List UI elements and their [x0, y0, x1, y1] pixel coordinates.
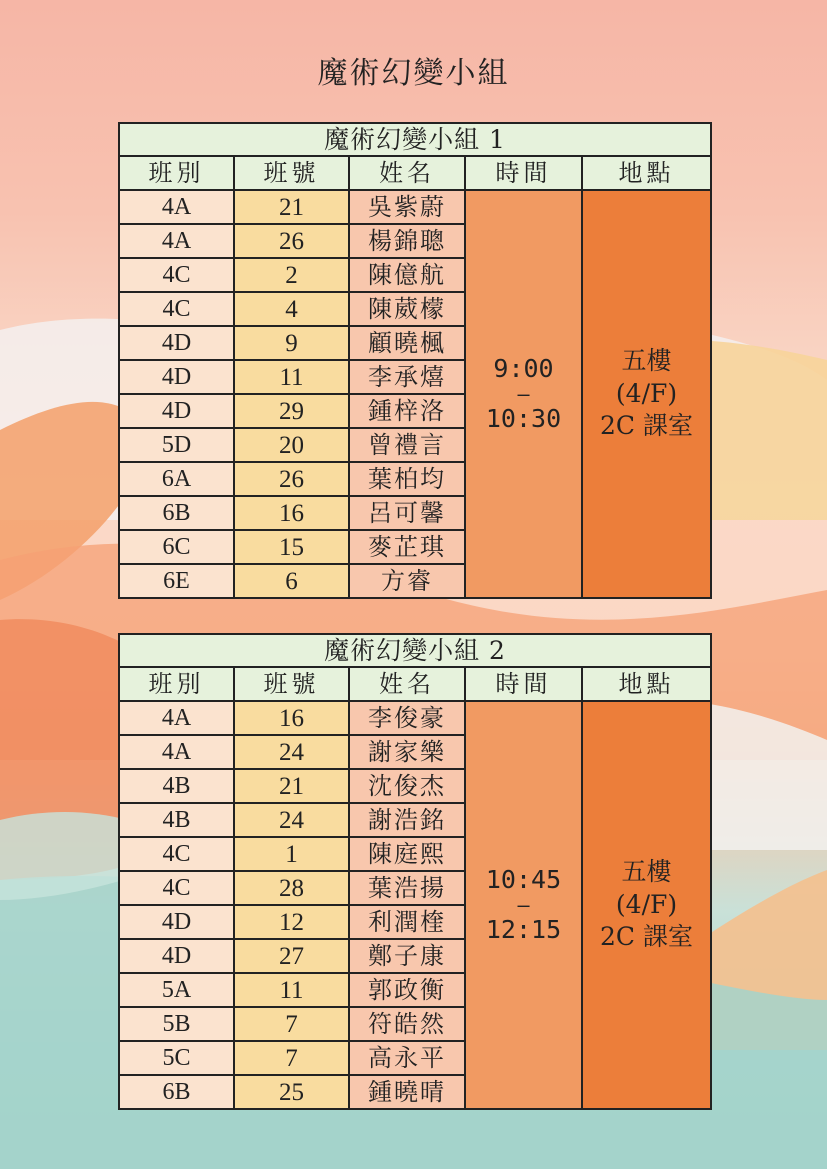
cell-class: 5D [119, 428, 234, 462]
header-time: 時間 [465, 156, 582, 190]
cell-name: 葉柏均 [349, 462, 465, 496]
header-place: 地點 [582, 156, 711, 190]
cell-number: 25 [234, 1075, 349, 1109]
header-number: 班號 [234, 667, 349, 701]
cell-number: 27 [234, 939, 349, 973]
cell-class: 4A [119, 224, 234, 258]
cell-name: 謝浩銘 [349, 803, 465, 837]
cell-number: 11 [234, 360, 349, 394]
cell-name: 鄭子康 [349, 939, 465, 973]
cell-name: 葉浩揚 [349, 871, 465, 905]
cell-number: 20 [234, 428, 349, 462]
cell-number: 28 [234, 871, 349, 905]
group-table-1 [118, 122, 712, 599]
cell-name: 陳庭熙 [349, 837, 465, 871]
cell-name: 謝家樂 [349, 735, 465, 769]
cell-name: 曾禮言 [349, 428, 465, 462]
cell-number: 24 [234, 803, 349, 837]
cell-class: 4B [119, 769, 234, 803]
table-row [119, 190, 711, 224]
cell-class: 4C [119, 871, 234, 905]
time-dash: – [517, 382, 530, 406]
cell-name: 沈俊杰 [349, 769, 465, 803]
cell-class: 6C [119, 530, 234, 564]
cell-time [465, 701, 582, 1109]
cell-name: 郭政衡 [349, 973, 465, 1007]
place-line-1: 五樓 [621, 346, 672, 376]
header-number: 班號 [234, 156, 349, 190]
cell-class: 4D [119, 905, 234, 939]
place-line-3: 2C 課室 [600, 922, 693, 952]
place-line-2: (4/F) [615, 889, 678, 919]
cell-name: 李俊豪 [349, 701, 465, 735]
cell-class: 5C [119, 1041, 234, 1075]
place-line-1: 五樓 [621, 857, 672, 887]
cell-class: 6B [119, 1075, 234, 1109]
header-class: 班別 [119, 156, 234, 190]
cell-name: 鍾梓洛 [349, 394, 465, 428]
cell-name: 陳葳檬 [349, 292, 465, 326]
cell-name: 楊錦聰 [349, 224, 465, 258]
cell-class: 4D [119, 326, 234, 360]
cell-class: 4C [119, 292, 234, 326]
cell-name: 陳億航 [349, 258, 465, 292]
cell-name: 高永平 [349, 1041, 465, 1075]
cell-class: 4A [119, 190, 234, 224]
group-caption: 魔術幻變小組 2 [119, 634, 711, 667]
cell-number: 21 [234, 190, 349, 224]
cell-number: 16 [234, 701, 349, 735]
cell-number: 4 [234, 292, 349, 326]
page-title: 魔術幻變小組 [317, 56, 510, 91]
cell-class: 4A [119, 701, 234, 735]
cell-name: 方睿 [349, 564, 465, 598]
time-end: 10:30 [485, 404, 562, 433]
cell-number: 12 [234, 905, 349, 939]
header-class: 班別 [119, 667, 234, 701]
cell-number: 2 [234, 258, 349, 292]
cell-number: 24 [234, 735, 349, 769]
time-start: 9:00 [493, 353, 554, 383]
time-end: 12:15 [485, 915, 562, 944]
cell-class: 4A [119, 735, 234, 769]
cell-class: 6B [119, 496, 234, 530]
header-name: 姓名 [349, 667, 465, 701]
cell-place [582, 701, 711, 1109]
cell-time [465, 190, 582, 598]
cell-number: 16 [234, 496, 349, 530]
cell-class: 4B [119, 803, 234, 837]
cell-class: 4C [119, 258, 234, 292]
cell-class: 4C [119, 837, 234, 871]
header-place: 地點 [582, 667, 711, 701]
time-start: 10:45 [485, 864, 562, 894]
cell-number: 26 [234, 462, 349, 496]
cell-number: 15 [234, 530, 349, 564]
cell-number: 7 [234, 1007, 349, 1041]
cell-number: 29 [234, 394, 349, 428]
place-line-3: 2C 課室 [600, 411, 693, 441]
cell-number: 26 [234, 224, 349, 258]
cell-class: 4D [119, 939, 234, 973]
cell-name: 吳紫蔚 [349, 190, 465, 224]
cell-number: 7 [234, 1041, 349, 1075]
cell-name: 利潤楏 [349, 905, 465, 939]
cell-class: 5A [119, 973, 234, 1007]
cell-name: 顧曉楓 [349, 326, 465, 360]
cell-class: 6A [119, 462, 234, 496]
cell-name: 鍾曉晴 [349, 1075, 465, 1109]
cell-place [582, 190, 711, 598]
cell-number: 1 [234, 837, 349, 871]
cell-number: 11 [234, 973, 349, 1007]
group-caption: 魔術幻變小組 1 [119, 123, 711, 156]
header-name: 姓名 [349, 156, 465, 190]
cell-class: 5B [119, 1007, 234, 1041]
cell-class: 4D [119, 394, 234, 428]
table-row [119, 701, 711, 735]
cell-name: 符皓然 [349, 1007, 465, 1041]
cell-name: 麥芷琪 [349, 530, 465, 564]
header-time: 時間 [465, 667, 582, 701]
place-line-2: (4/F) [615, 378, 678, 408]
cell-class: 6E [119, 564, 234, 598]
cell-name: 呂可馨 [349, 496, 465, 530]
cell-number: 6 [234, 564, 349, 598]
cell-name: 李承熺 [349, 360, 465, 394]
cell-class: 4D [119, 360, 234, 394]
cell-number: 9 [234, 326, 349, 360]
cell-number: 21 [234, 769, 349, 803]
group-table-2 [118, 633, 712, 1110]
time-dash: – [517, 893, 530, 917]
